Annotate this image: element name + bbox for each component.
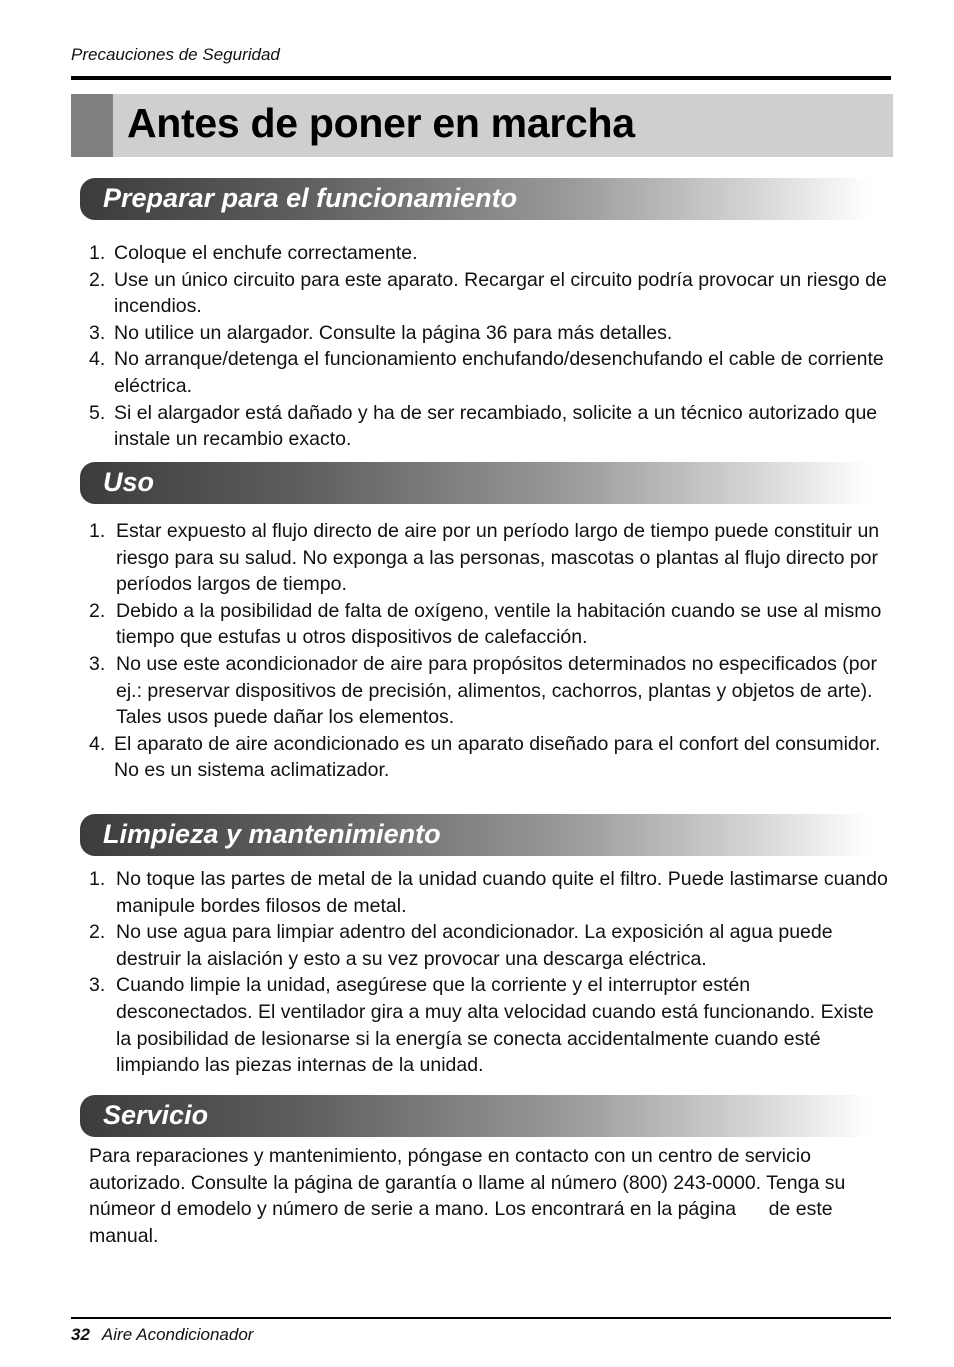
page-footer [71,1325,253,1345]
list-preparar [89,240,889,453]
bottom-rule [71,1317,891,1319]
list-item: 4. El aparato de aire acondicionado es un aparato diseñado para el confort del consumidor. No es un sistema aclimatizador. [89,732,881,782]
section-title: Servicio [103,1100,209,1130]
list-item: 2. Debido a la posibilidad de falta de oxígeno, ventile la habitación cuando se use al mismo tiempo que estufas u otros dispositivos de calefacción. [89,599,882,649]
page-title-bar [71,94,893,157]
page-number: 32 [71,1325,90,1344]
section-header-uso [80,462,870,504]
list-item: 2. Use un único circuito para este aparato. Recargar el circuito podría provocar un riesgo de incendios. [89,268,887,318]
section-header-preparar [80,178,870,220]
list-item: 2. No use agua para limpiar adentro del acondicionador. La exposición al agua puede destruir la aislación y esto a su vez provocar una descarga eléctrica. [89,921,833,970]
section-title: Uso [103,467,155,497]
service-paragraph: Para reparaciones y mantenimiento, póngase en contacto con un centro de servicio autorizado. Consulte la página de garantía o llame al número (800) 243-0000. Tenga su númeor d emodelo y número de serie a mano. Los encontrará en la página de este manual. [89,1145,851,1247]
page-title: Antes de poner en marcha [127,100,635,146]
list-limpieza [89,866,889,1079]
title-accent-block [71,94,113,157]
list-item: 5. Si el alargador está dañado y ha de ser recambiado, solicite a un técnico autorizado que instale un recambio exacto. [89,401,878,451]
list-item: 3. No use este acondicionador de aire para propósitos determinados no especificados (por ej.: preservar dispositivos de precisión, alimentos, cachorros, plantas y objetos de arte). Tales usos puede dañar los elementos. [89,652,877,729]
footer-label: Aire Acondicionador [101,1325,254,1344]
list-item: 1. Estar expuesto al flujo directo de aire por un período largo de tiempo puede constituir un riesgo para su salud. No exponga a las personas, mascotas o plantas al flujo directo por períodos largos de tiempo. [89,520,880,596]
list-item: 1. No toque las partes de metal de la unidad cuando quite el filtro. Puede lastimarse cuando manipule bordes filosos de metal. [89,868,888,917]
section-header-servicio [80,1095,870,1137]
list-uso [89,518,889,784]
running-header: Precauciones de Seguridad [71,45,280,64]
list-item: 3. No utilice un alargador. Consulte la página 36 para más detalles. [89,321,673,344]
section-title: Preparar para el funcionamiento [103,183,518,213]
section-header-limpieza [80,814,870,856]
list-item: 3. Cuando limpie la unidad, asegúrese que la corriente y el interruptor estén desconectados. El ventilador gira a muy alta velocidad cuando está funcionando. Existe la posibilidad de lesionarse si la energía se conecta accidentalmente cuando esté limpiando las piezas internas de la unidad. [89,974,874,1077]
list-item: 1. Coloque el enchufe correctamente. [89,242,418,264]
list-item: 4. No arranque/detenga el funcionamiento enchufando/desenchufando el cable de corriente eléctrica. [89,348,884,397]
top-rule [71,76,891,80]
section-title: Limpieza y mantenimiento [103,819,441,849]
